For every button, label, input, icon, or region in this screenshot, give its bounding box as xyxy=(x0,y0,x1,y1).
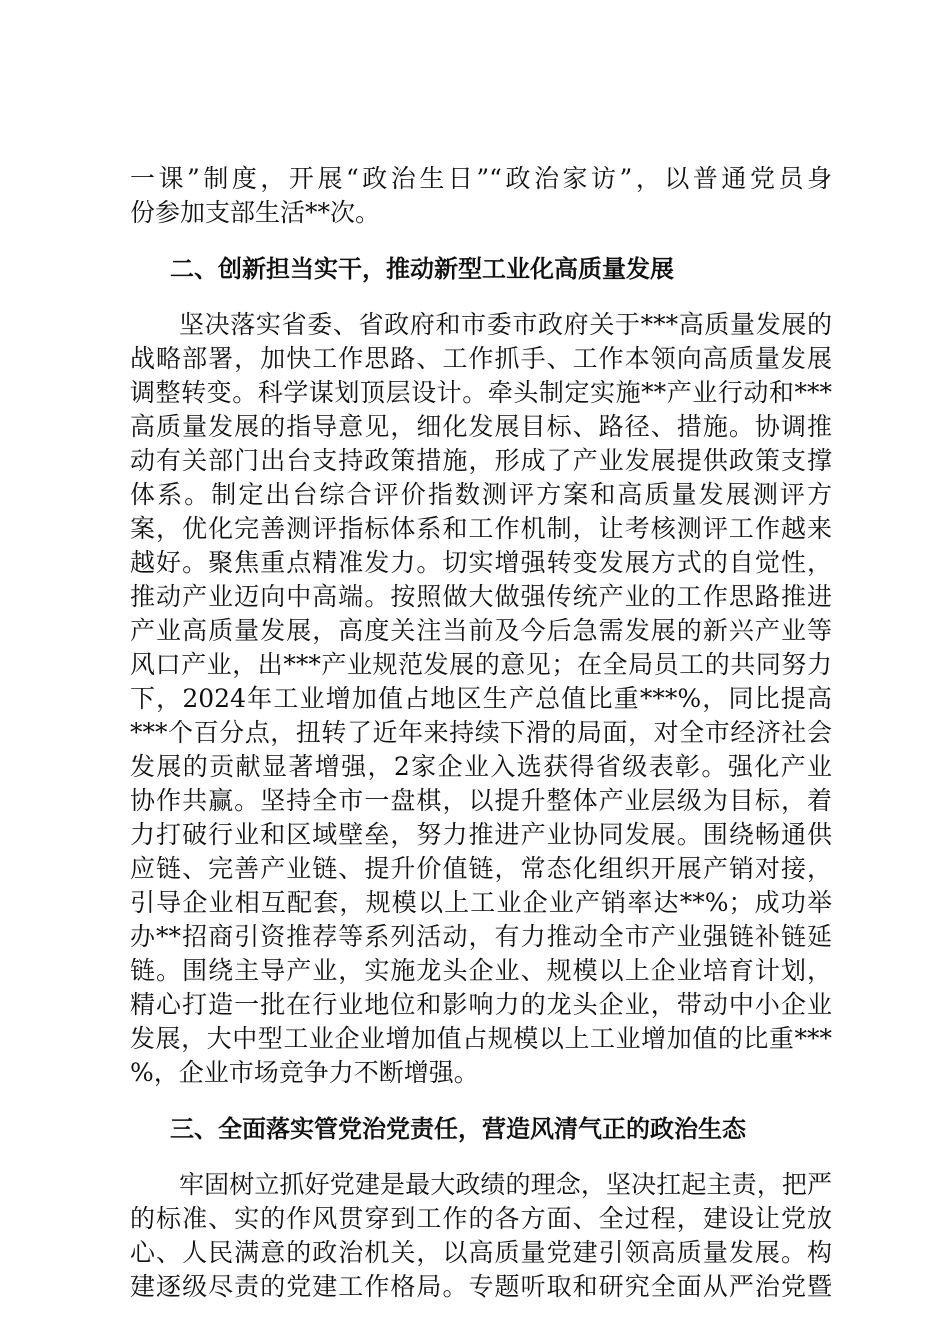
paragraph-line: 产业高质量发展，高度关注当前及今后急需发展的新兴产业等 xyxy=(130,616,832,645)
paragraph-line: 牢固树立抓好党建是最大政绩的理念，坚决扛起主责，把严 xyxy=(179,1170,832,1199)
paragraph-1 xyxy=(130,162,832,230)
paragraph-line: 应链、完善产业链、提升价值链，常态化组织开展产销对接， xyxy=(130,854,832,883)
paragraph-line: 战略部署，加快工作思路、工作抓手、工作本领向高质量发展 xyxy=(130,344,832,373)
paragraph-line: 高质量发展的指导意见，细化发展目标、路径、措施。协调推 xyxy=(130,412,832,441)
paragraph-line: 一课”制度，开展“政治生日”“政治家访”，以普通党员身 xyxy=(130,164,832,193)
paragraph-line: 精心打造一批在行业地位和影响力的龙头企业，带动中小企业 xyxy=(130,990,832,1019)
paragraph-line: 下，2024年工业增加值占地区生产总值比重***%，同比提高 xyxy=(130,684,832,713)
paragraph-line: 案，优化完善测评指标体系和工作机制，让考核测评工作越来 xyxy=(130,514,832,543)
paragraph-line: 体系。制定出台综合评价指数测评方案和高质量发展测评方 xyxy=(130,480,832,509)
document-page xyxy=(130,162,832,1304)
paragraph-line: 越好。聚焦重点精准发力。切实增强转变发展方式的自觉性， xyxy=(130,548,832,577)
section-heading-2: 二、创新担当实干，推动新型工业化高质量发展 xyxy=(170,255,674,283)
section-heading-3: 三、全面落实管党治党责任，营造风清气正的政治生态 xyxy=(170,1115,746,1143)
paragraph-line: 协作共赢。坚持全市一盘棋，以提升整体产业层级为目标，着 xyxy=(130,786,832,815)
paragraph-line: 动有关部门出台支持政策措施，形成了产业发展提供政策支撑 xyxy=(130,446,832,475)
paragraph-line: 风口产业，出***产业规范发展的意见；在全局员工的共同努力 xyxy=(130,650,832,679)
paragraph-line: 心、人民满意的政治机关，以高质量党建引领高质量发展。构 xyxy=(130,1238,832,1267)
paragraph-line: 坚决落实省委、省政府和市委市政府关于***高质量发展的 xyxy=(179,310,832,339)
paragraph-line: 的标准、实的作风贯穿到工作的各方面、全过程，建设让党放 xyxy=(130,1204,832,1233)
paragraph-line: 发展，大中型工业企业增加值占规模以上工业增加值的比重*** xyxy=(130,1024,832,1053)
paragraph-line: 力打破行业和区域壁垒，努力推进产业协同发展。围绕畅通供 xyxy=(130,820,832,849)
paragraph-2 xyxy=(130,308,832,1090)
paragraph-line: ***个百分点，扭转了近年来持续下滑的局面，对全市经济社会 xyxy=(130,718,832,747)
paragraph-line: %，企业市场竞争力不断增强。 xyxy=(130,1058,479,1087)
paragraph-line: 办**招商引资推荐等系列活动，有力推动全市产业强链补链延 xyxy=(130,922,832,951)
paragraph-line: 链。围绕主导产业，实施龙头企业、规模以上企业培育计划， xyxy=(130,956,832,985)
paragraph-line: 份参加支部生活**次。 xyxy=(130,198,381,227)
paragraph-line: 推动产业迈向中高端。按照做大做强传统产业的工作思路推进 xyxy=(130,582,832,611)
paragraph-line: 建逐级尽责的党建工作格局。专题听取和研究全面从严治党暨 xyxy=(130,1272,832,1301)
paragraph-line: 引导企业相互配套，规模以上工业企业产销率达**%；成功举 xyxy=(130,888,832,917)
paragraph-line: 调整转变。科学谋划顶层设计。牵头制定实施**产业行动和*** xyxy=(130,378,832,407)
paragraph-3 xyxy=(130,1168,832,1304)
paragraph-line: 发展的贡献显著增强，2家企业入选获得省级表彰。强化产业 xyxy=(130,752,832,781)
